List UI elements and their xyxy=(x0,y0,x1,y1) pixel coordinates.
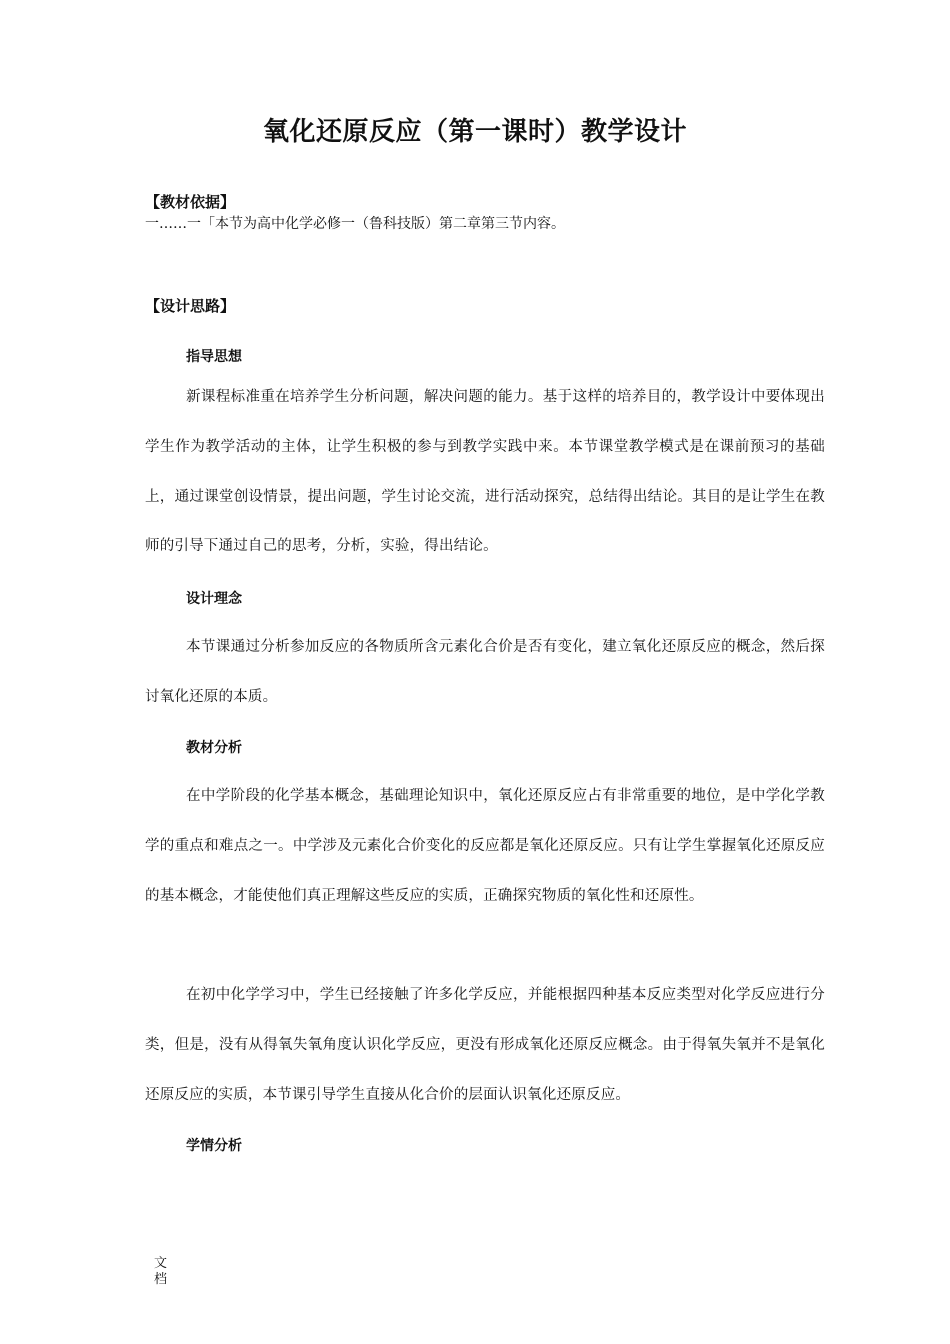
paragraph-guiding-thought: 新课程标准重在培养学生分析问题，解决问题的能力。基于这样的培养目的，教学设计中要体现出学生作为教学活动的主体，让学生积极的参与到教学实践中来。本节课堂教学模式是在课前预习的基础上，通过课堂创设情景，提出问题，学生讨论交流，进行活动探究，总结得出结论。其目的是让学生在教师的引导下通过自己的思考，分析，实验，得出结论。 xyxy=(145,389,825,555)
subheading-student-analysis: 学情分析 xyxy=(186,1138,242,1154)
footer-char-2: 档 xyxy=(154,1272,168,1287)
paragraph-design-concept: 本节课通过分析参加反应的各物质所含元素化合价是否有变化，建立氧化还原反应的概念，然后探讨氧化还原的本质。 xyxy=(145,639,825,705)
subheading-guiding-thought: 指导思想 xyxy=(186,349,242,365)
subheading-material-analysis: 教材分析 xyxy=(186,740,242,756)
paragraph-material-analysis-1: 在中学阶段的化学基本概念，基础理论知识中，氧化还原反应占有非常重要的地位，是中学化学教学的重点和难点之一。中学涉及元素化合价变化的反应都是氧化还原反应。只有让学生掌握氧化还原反应的基本概念，才能使他们真正理解这些反应的实质，正确探究物质的氧化性和还原性。 xyxy=(145,788,825,904)
subheading-design-concept: 设计理念 xyxy=(186,591,242,607)
document-title: 氧化还原反应（第一课时）教学设计 xyxy=(262,117,687,147)
paragraph-material-analysis-2: 在初中化学学习中，学生已经接触了许多化学反应，并能根据四种基本反应类型对化学反应进行分类，但是，没有从得氧失氧角度认识化学反应，更没有形成氧化还原反应概念。由于得氧失氧并不是氧化还原反应的实质，本节课引导学生直接从化合价的层面认识氧化还原反应。 xyxy=(145,987,825,1103)
section-heading-basis: 【教材依据】 xyxy=(145,193,236,211)
basis-text: 一……一「本节为高中化学必修一（鲁科技版）第二章第三节内容。 xyxy=(145,216,565,232)
section-heading-design: 【设计思路】 xyxy=(145,297,236,315)
footer-char-1: 文 xyxy=(154,1256,168,1271)
